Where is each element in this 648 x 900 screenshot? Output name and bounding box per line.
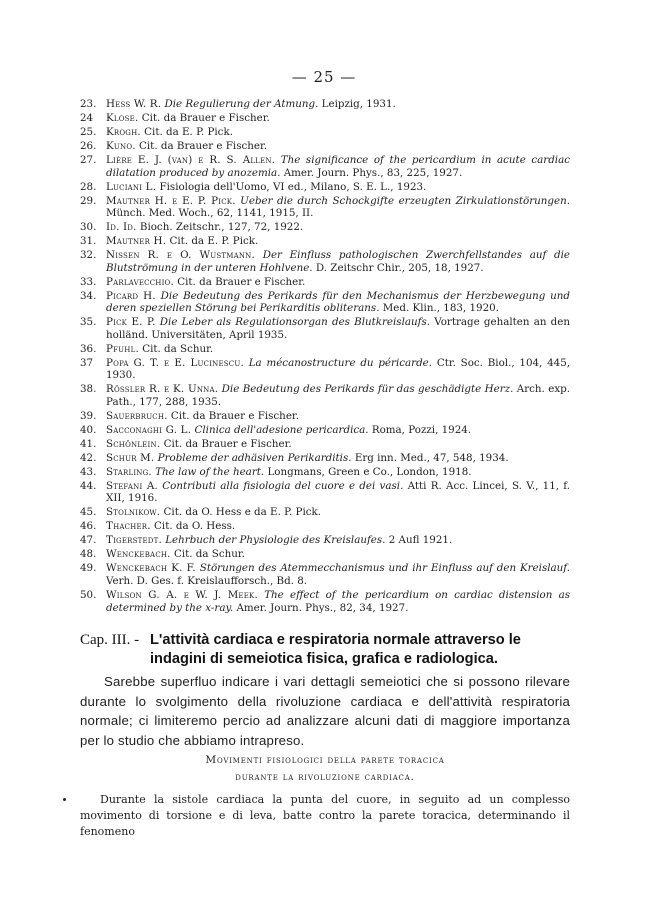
reference-author: Wenckebach. xyxy=(106,548,171,561)
reference-author: Pfuhl. xyxy=(106,342,139,355)
reference-title: The effect of the pericardium on cardiac distension as determined by the x-ray. xyxy=(106,588,570,614)
reference-source: Bioch. Zeitschr., 127, 72, 1922. xyxy=(139,221,304,234)
reference-author: Id. Id. xyxy=(106,221,137,234)
reference-source: Longmans, Green e Co., London, 1918. xyxy=(267,465,472,478)
reference-item xyxy=(80,316,570,341)
reference-author: Sacconaghi G. L. xyxy=(106,423,192,436)
reference-item xyxy=(80,181,570,194)
reference-item xyxy=(80,480,570,505)
reference-item xyxy=(80,235,570,248)
reference-source: Cit. da Brauer e Fischer. xyxy=(170,409,299,422)
reference-number: 27. xyxy=(80,153,97,166)
reference-author: Tigerstedt. xyxy=(106,534,162,547)
reference-item xyxy=(80,140,570,153)
reference-author: Picard H. xyxy=(106,289,156,302)
reference-title: Contributi alla fisiologia del cuore e dei vasi. xyxy=(162,479,404,492)
reference-number: 33. xyxy=(80,275,97,288)
reference-source: Amer. Journ. Phys., 82, 34, 1927. xyxy=(236,601,409,614)
section-heading-line-2: durante la rivoluzione cardiaca. xyxy=(235,771,415,783)
reference-author: Wenckebach K. F. xyxy=(106,562,196,575)
reference-item xyxy=(80,126,570,139)
reference-item xyxy=(80,548,570,561)
reference-title: Die Leber als Regulationsorgan des Blutkreislaufs. xyxy=(159,316,431,329)
reference-number: 37 xyxy=(80,356,94,369)
reference-source: Atti R. Acc. Lincei, S. V., 11, f. XII, 1916. xyxy=(106,479,570,505)
reference-item xyxy=(80,410,570,423)
reference-number: 23. xyxy=(80,98,97,110)
reference-title: Clinica dell'adesione pericardica. xyxy=(194,423,369,436)
reference-number: 32. xyxy=(80,249,97,262)
reference-author: Popa G. T. e E. Lucinescu. xyxy=(106,356,244,369)
reference-author: Mautner H. xyxy=(106,235,167,248)
reference-number: 42. xyxy=(80,451,97,464)
reference-source: Vortrage gehalten an den holländ. Universitäten, April 1935. xyxy=(106,316,571,341)
reference-title: La mécanostructure du péricarde. xyxy=(248,356,433,369)
reference-item xyxy=(80,589,570,614)
reference-author: Klose. xyxy=(106,111,139,124)
reference-item xyxy=(80,506,570,519)
reference-number: 44. xyxy=(80,479,97,492)
reference-author: Sauerbruch. xyxy=(106,409,168,422)
reference-number: 40. xyxy=(80,423,97,436)
reference-source: Leipzig, 1931. xyxy=(321,98,396,110)
reference-source: Cit. da Brauer e Fischer. xyxy=(163,437,292,450)
reference-number: 48. xyxy=(80,548,97,561)
reference-number: 36. xyxy=(80,342,97,355)
reference-source: Amer. Journ. Phys., 83, 225, 1927. xyxy=(283,166,463,179)
reference-number: 45. xyxy=(80,506,97,519)
reference-number: 24 xyxy=(80,111,94,124)
reference-source: Cit. da Brauer e Fischer. xyxy=(141,111,270,124)
reference-source: Roma, Pozzi, 1924. xyxy=(371,423,472,436)
reference-number: 41. xyxy=(80,437,97,450)
reference-source: Ctr. Soc. Biol., 104, 445, 1930. xyxy=(106,356,571,382)
reference-item xyxy=(80,343,570,356)
reference-item xyxy=(80,520,570,533)
reference-item xyxy=(80,195,570,220)
reference-author: Thacher. xyxy=(106,520,151,533)
reference-source: Cit. da Schur. xyxy=(142,342,214,355)
reference-number: 29. xyxy=(80,194,97,207)
reference-title: Die Bedeutung des Perikards für den Mechanismus der Herzbewegung und deren speziellen Störung bei Perikarditis obliterans. xyxy=(106,289,570,315)
reference-item xyxy=(80,452,570,465)
reference-source: Arch. exp. Path., 177, 288, 1935. xyxy=(106,383,571,408)
reference-number: 46. xyxy=(80,520,97,533)
reference-author: Hess W. R. xyxy=(106,98,162,110)
reference-author: Schönlein. xyxy=(106,437,161,450)
reference-list xyxy=(80,98,570,616)
reference-item xyxy=(80,438,570,451)
reference-source: D. Zeitschr Chir., 205, 18, 1927. xyxy=(315,261,484,274)
page-number: — 25 — xyxy=(291,68,357,86)
reference-number: 25. xyxy=(80,125,97,138)
reference-author: Wilson G. A. e W. J. Meek. xyxy=(106,588,258,601)
reference-item xyxy=(80,249,570,274)
chapter-heading xyxy=(80,631,572,669)
reference-source: Cit. da O. Hess e da E. P. Pick. xyxy=(163,506,322,519)
reference-number: 34. xyxy=(80,289,97,302)
reference-author: Kuno. xyxy=(106,139,136,152)
reference-source: Cit. da E. P. Pick. xyxy=(169,235,259,248)
reference-title: Ueber die durch Schockgifte erzeugten Zirkulationstörungen. xyxy=(240,194,570,207)
reference-author: Mautner H. e E. P. Pick. xyxy=(106,194,236,207)
reference-title: The law of the heart. xyxy=(155,465,265,478)
reference-number: 28. xyxy=(80,180,97,193)
reference-item xyxy=(80,357,570,382)
reference-author: Nissen R. e O. Wustmann. xyxy=(106,249,255,262)
reference-title: Die Bedeutung des Perikards für das geschädigte Herz. xyxy=(221,383,514,396)
chapter-title: L'attività cardiaca e respiratoria normale attraverso le indagini di semeiotica fisica, grafica e radiologica. xyxy=(150,632,521,667)
reference-item xyxy=(80,98,570,111)
reference-number: 39. xyxy=(80,409,97,422)
reference-source: Cit. da E. P. Pick. xyxy=(144,125,233,138)
reference-author: Krogh. xyxy=(106,125,141,138)
reference-source: Verh. D. Ges. f. Kreislaufforsch., Bd. 8. xyxy=(106,574,308,587)
reference-source: Cit. da Brauer e Fischer. xyxy=(139,139,268,152)
reference-item xyxy=(80,424,570,437)
reference-source: Erg inn. Med., 47, 548, 1934. xyxy=(354,451,509,464)
reference-number: 47. xyxy=(80,534,97,547)
reference-number: 35. xyxy=(80,316,97,329)
reference-item xyxy=(80,276,570,289)
section-heading xyxy=(80,752,570,786)
reference-number: 43. xyxy=(80,465,97,478)
reference-item xyxy=(80,221,570,234)
reference-source: Cit. da O. Hess. xyxy=(154,520,236,533)
reference-number: 30. xyxy=(80,221,97,234)
reference-author: Lière E. J. (van) e R. S. Allen. xyxy=(106,153,276,166)
reference-item xyxy=(80,154,570,179)
chapter-label: Cap. III. - xyxy=(80,632,140,648)
reference-number: 31. xyxy=(80,235,97,248)
reference-source: Cit. da Brauer e Fischer. xyxy=(177,275,306,288)
reference-source: Fisiologia dell'Uomo, VI ed., Milano, S. E. L., 1923. xyxy=(159,180,427,193)
reference-author: Stefani A. xyxy=(106,479,159,492)
reference-title: The significance of the pericardium in acute cardiac dilatation produced by anozemia. xyxy=(106,153,570,179)
body-paragraph: Durante la sistole cardiaca la punta del cuore, in seguito ad un complesso movimento di torsione e di leva, batte contro la parete toracica, determinando il fenomeno xyxy=(80,793,570,838)
section-heading-line-1: Movimenti fisiologici della parete toracica xyxy=(205,754,445,766)
reference-author: Stolnikow. xyxy=(106,506,161,519)
reference-author: Starling. xyxy=(106,465,152,478)
reference-author: Rössler R. e K. Unna. xyxy=(106,383,219,396)
reference-number: 50. xyxy=(80,588,97,601)
scan-speck xyxy=(63,798,66,801)
reference-item xyxy=(80,383,570,408)
reference-author: Pick E. P. xyxy=(106,316,156,329)
reference-title: Die Regulierung der Atmung. xyxy=(164,98,319,110)
reference-source: Münch. Med. Woch., 62, 1141, 1915, II. xyxy=(106,207,314,220)
reference-item xyxy=(80,466,570,479)
reference-title: Lehrbuch der Physiologie des Kreislaufes. xyxy=(165,534,386,547)
reference-item xyxy=(80,562,570,587)
reference-item xyxy=(80,112,570,125)
reference-author: Luciani L. xyxy=(106,180,157,193)
reference-source: Cit. da Schur. xyxy=(173,548,245,561)
reference-author: Schur M. xyxy=(106,451,155,464)
reference-source: Med. Klin., 183, 1920. xyxy=(382,302,499,315)
reference-number: 38. xyxy=(80,383,97,396)
reference-item xyxy=(80,290,570,315)
reference-number: 26. xyxy=(80,139,97,152)
reference-author: Parlavecchio. xyxy=(106,275,174,288)
reference-source: 2 Aufl 1921. xyxy=(388,534,453,547)
intro-paragraph: Sarebbe superfluo indicare i vari dettagli semeiotici che si possono rilevare durante lo svolgimento della rivoluzione cardiaca e dell'attività respiratoria normale; ci limiteremo percio ad analizzare alcuni dati di maggiore importanza per lo studio che abbiamo intrapreso. xyxy=(80,674,570,748)
reference-title: Störungen des Atemmecchanismus und ihr Einfluss auf den Kreislauf. xyxy=(199,562,571,575)
reference-title: Probleme der adhäsiven Perikarditis. xyxy=(157,451,352,464)
reference-number: 49. xyxy=(80,562,97,575)
reference-title: Der Einfluss pathologischen Zwerchfellstandes auf die Blutströmung in der unteren Hohlvene. xyxy=(106,249,570,274)
reference-item xyxy=(80,534,570,547)
